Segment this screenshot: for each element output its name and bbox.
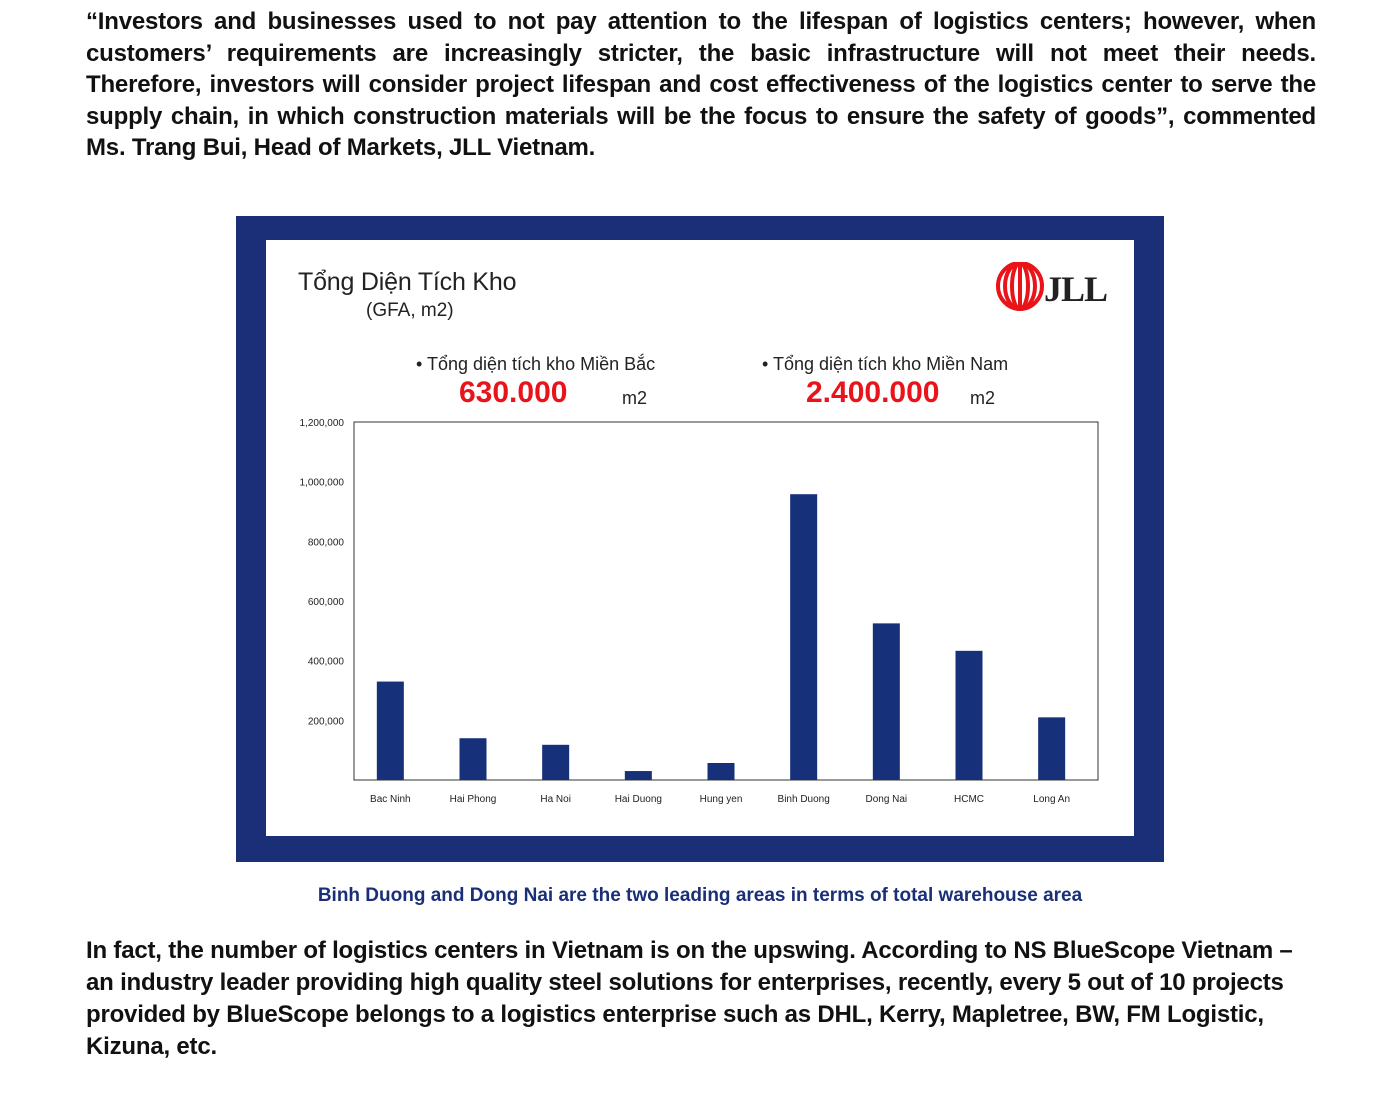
- bar-dong-nai: [873, 623, 900, 780]
- figure-caption: Binh Duong and Dong Nai are the two leading areas in terms of total warehouse area: [317, 885, 1083, 906]
- x-category-label: Hai Phong: [449, 794, 497, 805]
- bar-hung-yen: [708, 763, 735, 780]
- chart-figure-panel: [266, 240, 1134, 836]
- quote-paragraph: “Investors and businesses used to not pay attention to the lifespan of logistics centers; however, when customers’ requirements are increasingly stricter, the basic infrastructure will not meet their needs. Therefore, investors will consider project lifespan and cost effectiveness of the logistics center to serve the supply chain, in which construction materials will be the focus to ensure the safety of goods”, commented Ms. Trang Bui, Head of Markets, JLL Vietnam.: [86, 8, 1316, 161]
- chart-title: Tổng Diện Tích Kho: [298, 268, 517, 296]
- chart-subtitle: (GFA, m2): [366, 300, 454, 321]
- bar-binh-duong: [790, 494, 817, 780]
- stat-south-unit: m2: [970, 388, 996, 408]
- x-category-label: Dong Nai: [865, 794, 908, 805]
- plot-area-border: [354, 422, 1098, 780]
- bar-long-an: [1038, 717, 1065, 780]
- chart-figure-frame: [236, 216, 1164, 862]
- stat-north-label: • Tổng diện tích kho Miền Bắc: [416, 354, 656, 374]
- x-category-label: Hung yen: [699, 794, 743, 805]
- y-tick-label: 600,000: [307, 597, 344, 608]
- stat-south-label: • Tổng diện tích kho Miền Nam: [762, 354, 1009, 374]
- y-tick-label: 400,000: [307, 656, 344, 668]
- x-category-label: Hai Duong: [614, 794, 662, 805]
- bar-hai-phong: [460, 738, 487, 780]
- x-category-label: Binh Duong: [777, 794, 830, 805]
- y-tick-label: 1,000,000: [299, 477, 344, 489]
- body-paragraph: In fact, the number of logistics centers in Vietnam is on the upswing. According to NS BlueScope Vietnam – an industry leader providing high quality steel solutions for enterprises, recently, every 5 out of 10 projects provided by BlueScope belongs to a logistics enterprise such as DHL, Kerry, Mapletree, BW, FM Logistic, Kizuna, etc.: [86, 937, 1293, 1060]
- stat-north-value: 630.000: [459, 376, 568, 409]
- x-category-label: HCMC: [954, 794, 984, 805]
- y-tick-label: 200,000: [307, 716, 344, 728]
- warehouse-area-bar-chart: [266, 240, 1134, 836]
- bar-ha-noi: [542, 745, 569, 780]
- bar-hcmc: [956, 651, 983, 780]
- x-category-label: Ha Noi: [540, 794, 571, 805]
- stat-south-value: 2.400.000: [806, 376, 940, 409]
- x-category-label: Long An: [1033, 794, 1071, 805]
- y-tick-label: 800,000: [307, 537, 344, 549]
- bar-hai-duong: [625, 771, 652, 780]
- stat-north-unit: m2: [622, 388, 648, 408]
- bar-bac-ninh: [377, 682, 404, 780]
- y-tick-label: 1,200,000: [299, 418, 344, 429]
- x-category-label: Bac Ninh: [370, 794, 411, 805]
- jll-logo-text: JLL: [1044, 269, 1108, 309]
